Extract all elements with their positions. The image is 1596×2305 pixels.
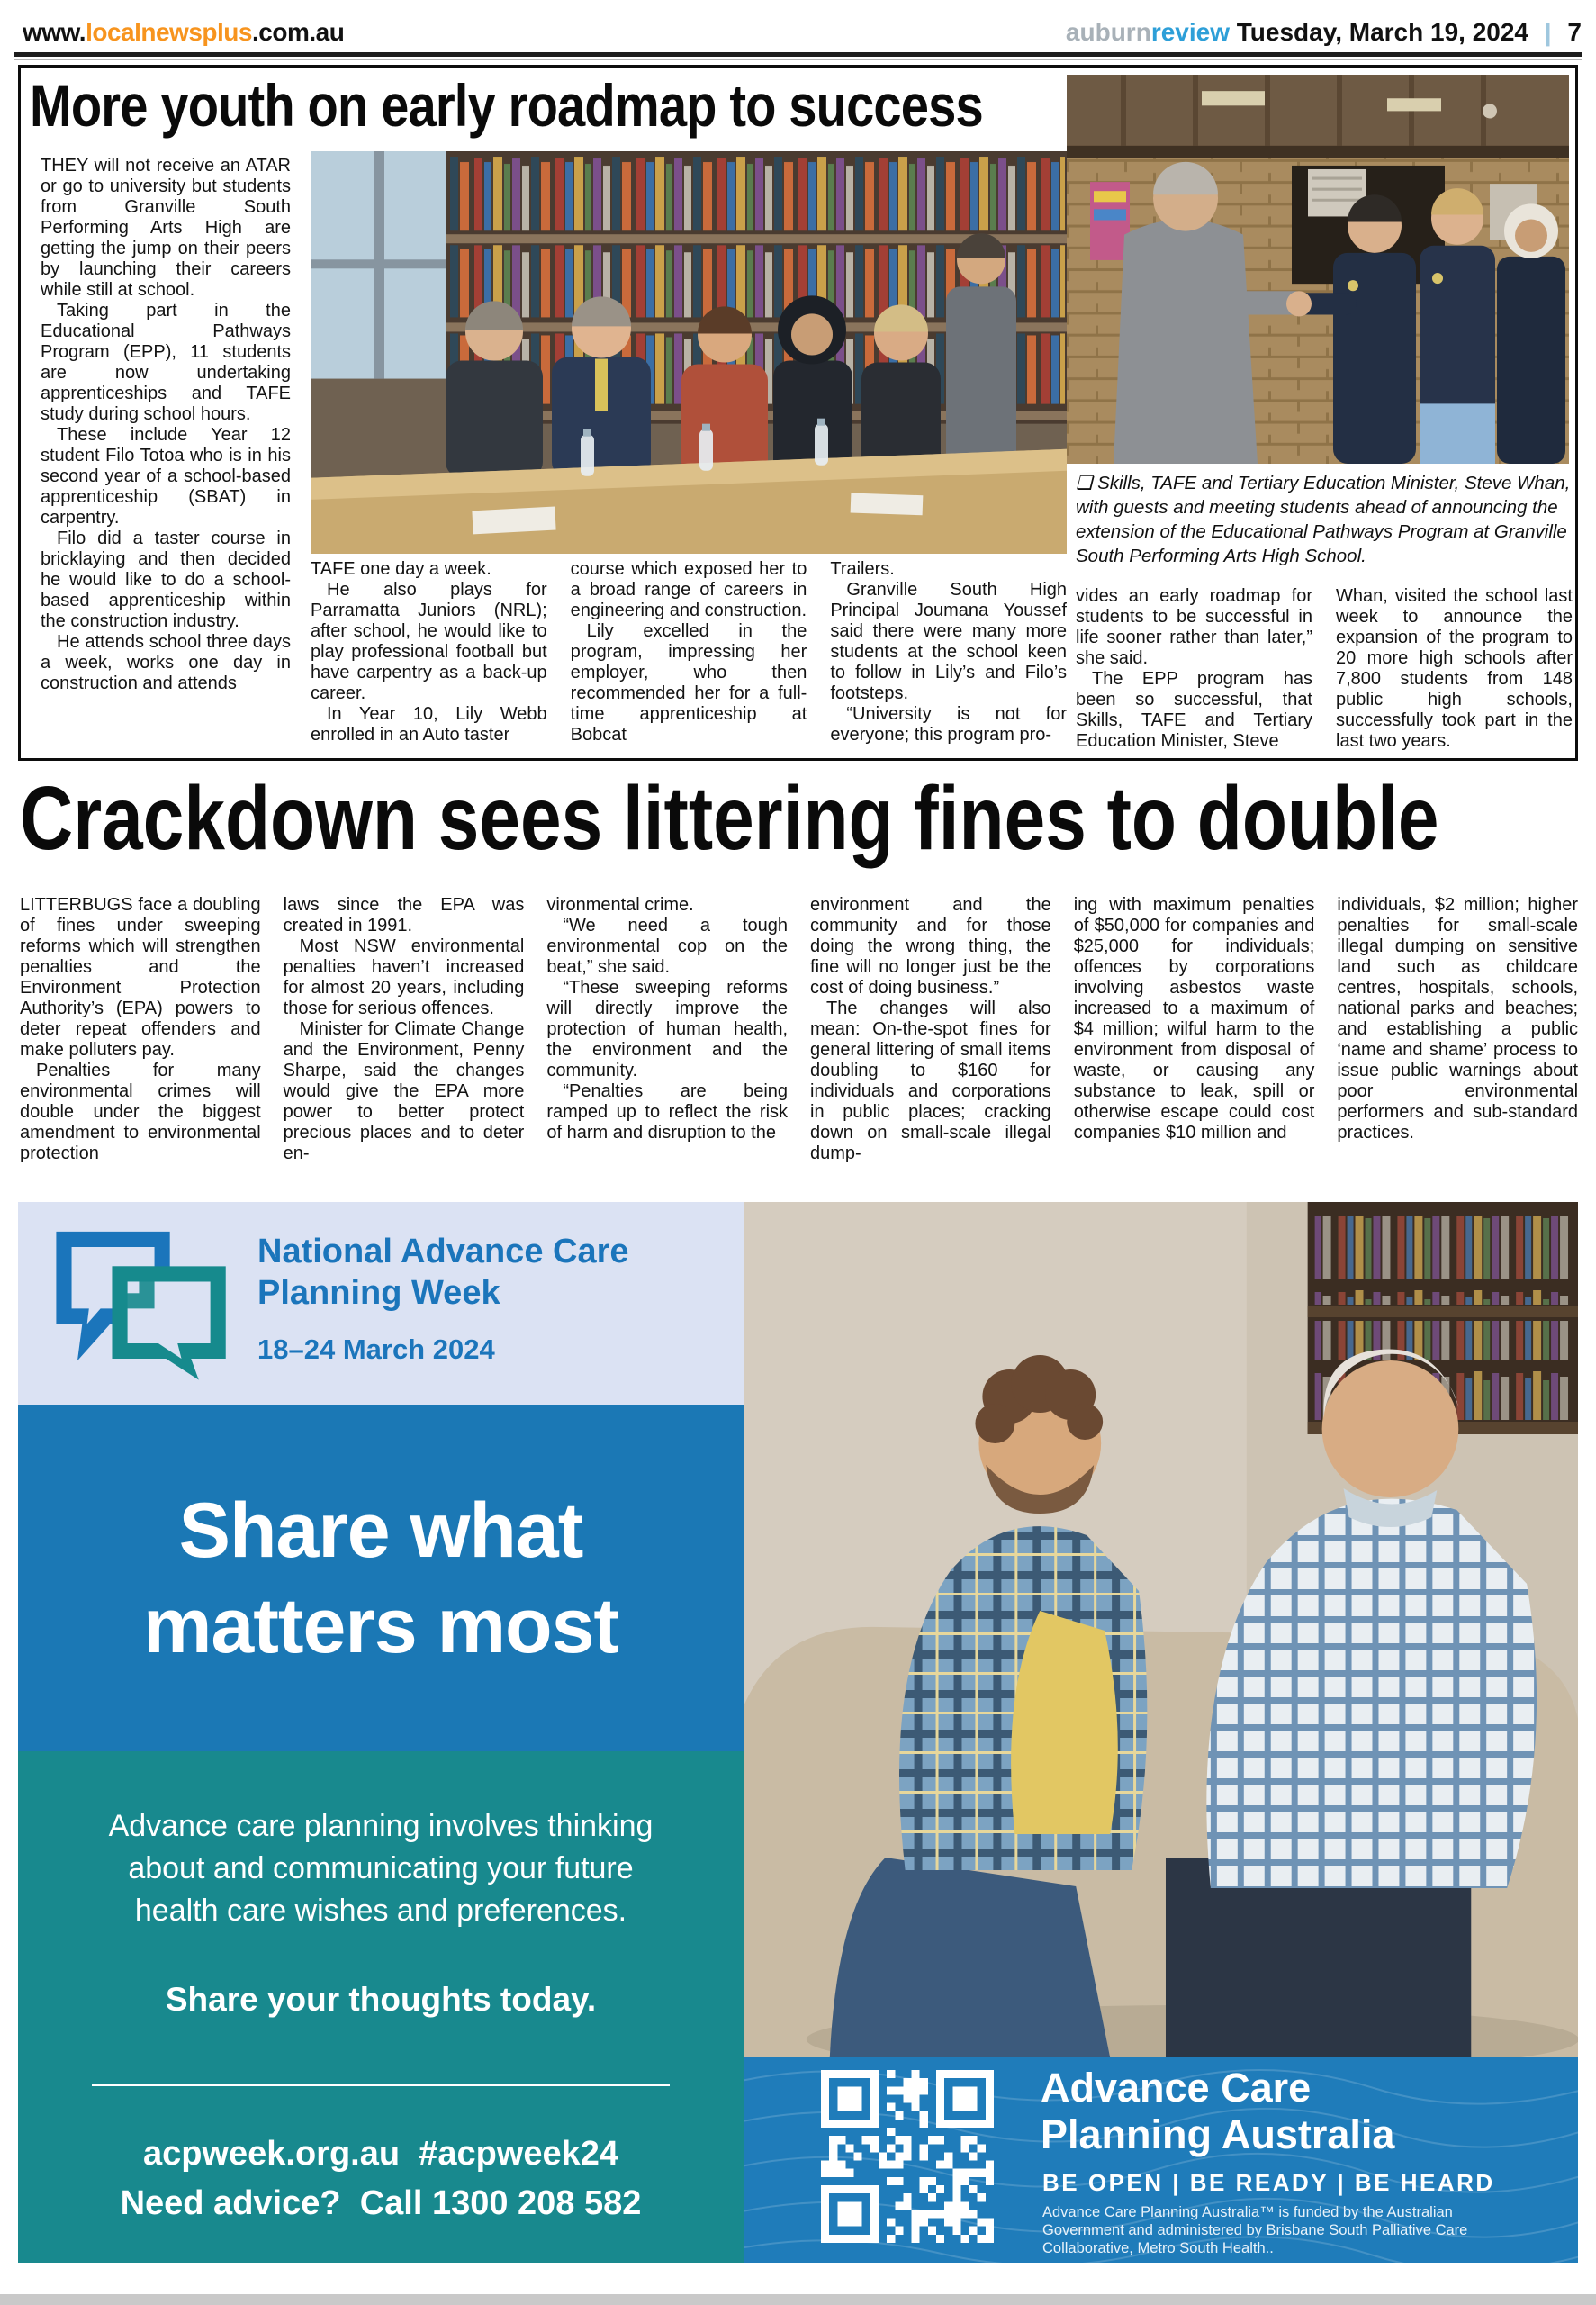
ad-right-panel [744,1202,1578,2263]
article-littering-column-4 [810,895,1051,1192]
page-edge-shadow [0,2294,1596,2305]
paragraph: Most NSW environmental penalties haven’t increased for almost 20 years, including those for serious offences. [283,936,525,1018]
org-name [1041,2065,1394,2158]
article-littering-columns [20,895,1578,1192]
article-youth-roadmap [18,65,1578,761]
paragraph: vides an early roadmap for students to be successful in life sooner rather than later,” she said. [1076,586,1312,668]
article-youth-headline-text: More youth on early roadmap to success [30,72,983,139]
paper-sheet [472,506,555,534]
minister-handshake-illustration [1067,75,1569,464]
article-littering-column-5 [1074,895,1315,1192]
person-black-hijab [773,295,852,477]
article-littering-column-2 [284,895,525,1192]
ad-header-panel [18,1202,744,1405]
paragraph: “These sweeping reforms will directly improve the protection of human health, the environment and the community. [546,978,789,1080]
paragraph: ing with maximum penalties of $50,000 for companies and $25,000 for individuals; offences by corporations involving asbestos waste increased to a maximum of $4 million; wilful harm to the environment from disposal of waste, or causing any substance to leak, spill or otherwise escape could cost companies $10 million and [1073,895,1315,1143]
qr-code[interactable] [821,2070,994,2243]
paragraph: In Year 10, Lily Webb enrolled in an Auto taster [311,704,547,745]
ad-main-heading: Share what matters most [142,1487,619,1669]
article-youth-columns-5-6 [1076,586,1573,757]
paper-sheet [851,493,924,515]
ad-message-panel [18,1751,744,2263]
ad-heading-panel [18,1405,744,1751]
ceiling-light [1387,98,1441,111]
site-url-prefix: www. [23,18,86,46]
masthead-rule-light [14,59,1582,60]
paragraph: LITTERBUGS face a doubling of fines under sweeping reforms which will strengthen penalties and the Environment Protection Authority’s (EPA) powers to deter repeat offenders and make polluters pay. [20,895,261,1060]
school-crest [1348,280,1358,291]
page-number-separator: | [1544,18,1552,46]
paragraph: environment and the community and for those doing the wrong thing, the fine will no longer just be the cost of doing business.” [810,895,1051,998]
handshake [1286,291,1312,316]
photo-caption: ❑ Skills, TAFE and Tertiary Education Minister, Steve Whan, with guests and meeting students ahead of announcing the extension of the Educational Pathways Program at Granville South Performing Arts High School. [1076,473,1571,566]
masthead-name-gray: auburn [1065,18,1151,46]
ad-website-hashtag[interactable]: acpweek.org.au #acpweek24 [142,2135,619,2173]
ad-body-text: Advance care planning involves thinking about and communicating your future health care wishes and preferences. [108,1809,654,1928]
article-youth-column-2 [311,559,547,755]
issue-date: Tuesday, March 19, 2024 [1236,18,1529,46]
ceiling-light [1202,91,1265,105]
masthead-name-blue: review [1150,18,1230,46]
paragraph: “We need a tough environmental cop on the beat,” she said. [546,916,789,977]
two-men-talking-illustration [744,1202,1578,2057]
paragraph: Minister for Climate Change and the Environment, Penny Sharpe, said the changes would give the EPA more power to better protect precious places and to deter en- [283,1019,525,1163]
article-littering-column-1 [20,895,261,1192]
security-camera [1483,104,1497,118]
ad-left-panel [18,1202,744,2263]
paragraph: TAFE one day a week. [311,559,491,579]
ad-cta-text: Share your thoughts today. [165,1981,597,2018]
article-littering-headline-text: Crackdown sees littering fines to double [20,768,1439,869]
paragraph: Taking part in the Educational Pathways Program (EPP), 11 students are now undertaking apprenticeships and TAFE study during school hours. [41,301,291,424]
speech-bubbles-logo-icon [50,1224,243,1382]
school-crest [1432,273,1443,284]
ad-phone-line[interactable]: Need advice? Call 1300 208 582 [120,2184,642,2222]
acp-week-advertisement[interactable] [18,1202,1578,2263]
paragraph: “University is not for everyone; this program pro- [830,704,1067,745]
article-youth-column-6 [1336,586,1573,757]
paragraph: “Penalties are being ramped up to reflect the risk of harm and disruption to the [546,1081,789,1143]
paragraph: Whan, visited the school last week to announce the expansion of the program to 20 more high schools after 7,800 students from 148 public high schools, successfully took part in the last two years. [1336,586,1573,751]
article-youth-column-1 [41,156,291,757]
paragraph: THEY will not receive an ATAR or go to university but students from Granville South Performing Arts High are getting the jump on their peers by launching their careers while still at school. [41,156,291,300]
org-name-line1: Advance Care [1041,2065,1312,2111]
paragraph: Penalties for many environmental crimes will double under the biggest amendment to environmental protection [20,1061,261,1163]
paragraph: Trailers. [830,559,895,579]
site-url-brand: localnewsplus [86,18,252,46]
ad-org-band [744,2057,1578,2263]
photo-two-men-talking [744,1202,1578,2057]
paragraph: Lily excelled in the program, impressing her employer, who then recommended her for a full-time apprenticeship at Bobcat [570,621,807,745]
paragraph: Granville South High Principal Joumana Youssef said there were many more students at the school keen to follow in Lily’s and Filo’s footsteps. [830,580,1067,703]
masthead-rule-dark [14,52,1582,57]
article-littering-column-3 [546,895,788,1192]
paragraph: These include Year 12 student Filo Totoa who is in his second year of a school-based apprenticeship (SBAT) in carpentry. [41,425,291,528]
paragraph: He also plays for Parramatta Juniors (NRL); after school, he would like to play professional football but have carpentry as a back-up career. [311,580,547,703]
masthead [1066,18,1582,47]
paragraph: The EPP program has been so successful, that Skills, TAFE and Tertiary Education Minister, Steve [1076,669,1312,751]
article-youth-column-3 [571,559,807,755]
article-youth-headline [30,71,1151,140]
article-youth-column-5 [1076,586,1312,757]
paragraph: individuals, $2 million; higher penalties for small-scale illegal dumping on sensitive land such as childcare centres, hospitals, schools, national parks and beaches; and establishing a public ‘name and shame’ process to issue public warnings about poor environmental performers and sub-standard practices. [1337,895,1578,1143]
article-littering-fines [18,767,1578,1198]
ad-week-title: National Advance Care Planning Week [257,1233,629,1312]
paragraph: course which exposed her to a broad range of careers in engineering and construction. [570,559,807,620]
site-url [23,18,344,47]
article-youth-columns-2-4 [311,559,1067,755]
paragraph: laws since the EPA was created in 1991. [283,895,525,936]
paragraph: Filo did a taster course in bricklaying and then decided he would like to do a school-based apprenticeship within the construction industry. [41,529,291,631]
ad-week-dates: 18–24 March 2024 [257,1333,495,1365]
ad-divider [92,2084,670,2086]
photo-minister-handshake [1067,75,1569,464]
student-white-hijab [1497,203,1565,464]
library-roundtable-illustration [311,151,1067,554]
paragraph: He attends school three days a week, works one day in construction and attends [41,632,291,693]
org-tagline: BE OPEN | BE READY | BE HEARD [1042,2169,1495,2196]
paragraph: vironmental crime. [546,895,694,915]
org-funding-text: Advance Care Planning Australia™ is funded by the Australian Government and administered by Brisbane South Palliative Care Collaborative, Metro South Health.. [1042,2204,1468,2256]
paragraph: The changes will also mean: On-the-spot fines for general littering of small items doubling to $160 for individuals and corporations in public places; cracking down on small-scale illegal dump- [810,999,1051,1163]
article-youth-column-4 [830,559,1067,755]
photo-library-roundtable [311,151,1067,554]
org-name-line2: Planning Australia [1041,2111,1395,2157]
article-littering-headline [20,767,1596,871]
article-littering-column-6 [1337,895,1578,1192]
site-url-suffix: .com.au [251,18,345,46]
page-number: 7 [1567,18,1582,46]
